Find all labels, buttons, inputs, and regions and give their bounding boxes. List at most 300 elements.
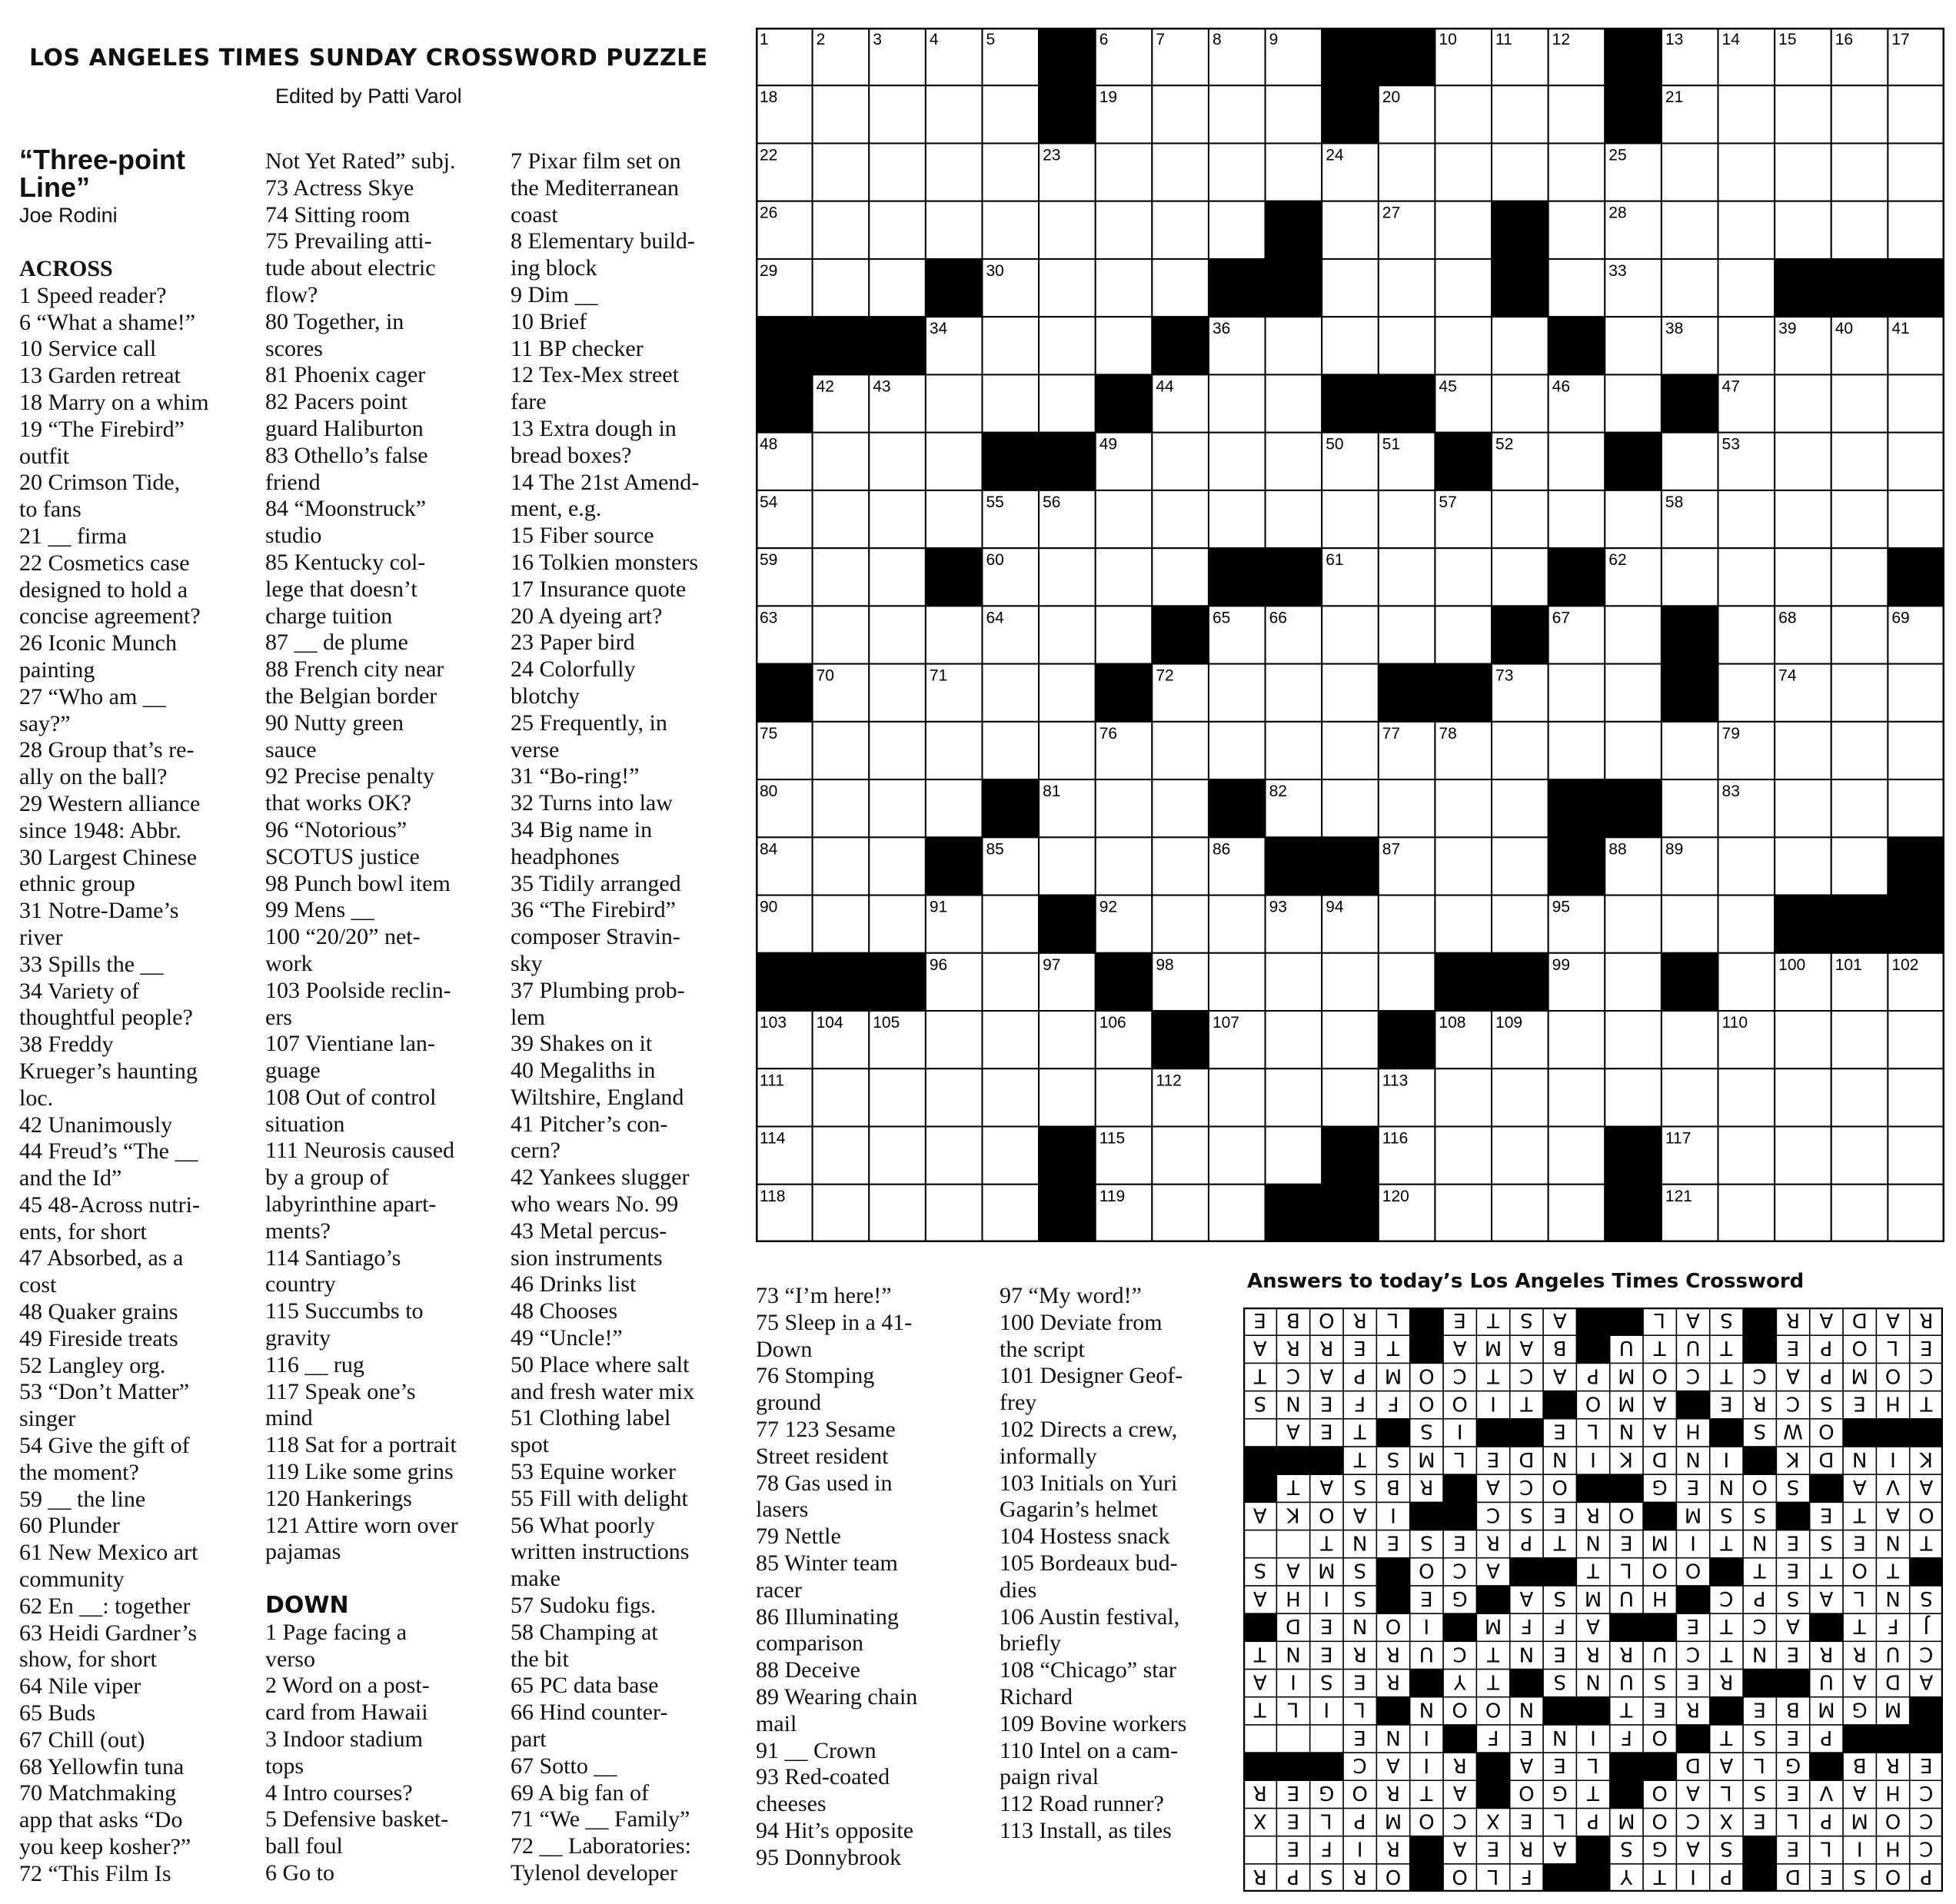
answer-letter: P xyxy=(1820,1809,1833,1833)
grid-cell[interactable] xyxy=(1266,433,1322,490)
grid-cell[interactable] xyxy=(1209,1068,1266,1126)
grid-cell[interactable] xyxy=(1039,664,1096,722)
grid-cell[interactable] xyxy=(1322,664,1379,722)
cell-number: 78 xyxy=(1439,724,1457,743)
grid-cell[interactable] xyxy=(1831,722,1888,779)
grid-cell[interactable] xyxy=(1152,1127,1209,1185)
grid-cell[interactable] xyxy=(1775,85,1831,143)
grid-cell[interactable] xyxy=(982,1011,1039,1068)
grid-cell[interactable] xyxy=(1096,201,1153,259)
grid-cell[interactable] xyxy=(1152,896,1209,953)
grid-cell[interactable] xyxy=(1266,1127,1322,1185)
grid-cell[interactable] xyxy=(1718,143,1775,201)
grid-cell[interactable] xyxy=(1718,548,1775,606)
grid-cell[interactable] xyxy=(1605,953,1662,1011)
grid-cell[interactable] xyxy=(1039,201,1096,259)
grid-cell[interactable] xyxy=(1379,953,1435,1011)
grid-cell[interactable] xyxy=(1548,143,1605,201)
answer-black-cell xyxy=(1243,1753,1276,1780)
grid-cell[interactable] xyxy=(1435,606,1492,663)
grid-cell[interactable] xyxy=(1605,317,1662,374)
answer-letter: I xyxy=(1423,1725,1430,1749)
grid-cell[interactable] xyxy=(1435,1127,1492,1185)
grid-cell[interactable] xyxy=(1152,1185,1209,1242)
answer-letter: G xyxy=(1552,1781,1568,1805)
grid-cell[interactable] xyxy=(982,143,1039,201)
grid-cell[interactable] xyxy=(1662,1011,1718,1068)
grid-cell[interactable] xyxy=(1831,374,1888,432)
grid-cell[interactable] xyxy=(1718,317,1775,374)
grid-cell[interactable] xyxy=(1209,896,1266,953)
grid-cell[interactable] xyxy=(869,606,926,663)
grid-cell[interactable] xyxy=(1888,201,1944,259)
grid-cell[interactable] xyxy=(1492,1127,1548,1185)
grid-cell[interactable] xyxy=(1379,779,1435,837)
grid-cell[interactable] xyxy=(1831,85,1888,143)
clue-line: 44 Freud’s “The __ xyxy=(19,1138,198,1165)
cell-number: 24 xyxy=(1326,146,1344,164)
answer-letter: I xyxy=(1390,1503,1396,1527)
grid-cell[interactable] xyxy=(1209,201,1266,259)
grid-cell[interactable] xyxy=(1152,85,1209,143)
grid-cell[interactable] xyxy=(1888,1127,1944,1185)
grid-cell[interactable] xyxy=(1775,837,1831,895)
grid-cell[interactable] xyxy=(1039,374,1096,432)
grid-cell[interactable] xyxy=(982,85,1039,143)
answer-black-cell xyxy=(1676,1586,1709,1613)
grid-cell[interactable] xyxy=(1322,722,1379,779)
grid-cell[interactable] xyxy=(1492,85,1548,143)
grid-cell[interactable] xyxy=(1492,896,1548,953)
grid-cell[interactable] xyxy=(869,433,926,490)
clue-line: lem xyxy=(511,1004,545,1030)
grid-cell[interactable] xyxy=(1888,143,1944,201)
grid-cell[interactable] xyxy=(1152,143,1209,201)
grid-cell[interactable] xyxy=(813,722,870,779)
grid-cell[interactable] xyxy=(813,896,870,953)
grid-cell[interactable] xyxy=(1096,143,1153,201)
grid-cell[interactable] xyxy=(813,433,870,490)
grid-cell[interactable] xyxy=(1492,317,1548,374)
grid-cell[interactable] xyxy=(1718,896,1775,953)
grid-cell[interactable] xyxy=(1209,953,1266,1011)
grid-cell[interactable] xyxy=(1435,548,1492,606)
grid-cell[interactable] xyxy=(869,1185,926,1242)
grid-cell[interactable] xyxy=(1492,490,1548,548)
grid-cell[interactable] xyxy=(1718,85,1775,143)
grid-cell[interactable] xyxy=(926,374,983,432)
grid-cell[interactable] xyxy=(1039,259,1096,317)
answer-letter: E xyxy=(1553,1503,1566,1527)
grid-cell[interactable] xyxy=(1662,548,1718,606)
grid-cell[interactable] xyxy=(869,779,926,837)
answer-letter: B xyxy=(1386,1475,1400,1499)
grid-cell[interactable] xyxy=(1096,317,1153,374)
grid-cell[interactable] xyxy=(1775,143,1831,201)
grid-cell[interactable] xyxy=(1492,548,1548,606)
grid-cell[interactable] xyxy=(1775,433,1831,490)
grid-cell[interactable] xyxy=(1718,1068,1775,1126)
grid-cell[interactable] xyxy=(1605,664,1662,722)
grid-cell[interactable] xyxy=(1322,259,1379,317)
grid-cell[interactable] xyxy=(869,143,926,201)
answer-letter: U xyxy=(1685,1336,1701,1360)
grid-cell[interactable] xyxy=(1266,85,1322,143)
grid-cell[interactable] xyxy=(1322,317,1379,374)
grid-cell[interactable] xyxy=(1831,606,1888,663)
grid-cell[interactable] xyxy=(813,85,870,143)
grid-cell[interactable] xyxy=(1605,606,1662,663)
grid-cell[interactable] xyxy=(1831,1068,1888,1126)
grid-cell[interactable] xyxy=(1322,201,1379,259)
grid-cell[interactable] xyxy=(1775,1185,1831,1242)
grid-cell[interactable] xyxy=(1435,779,1492,837)
grid-cell[interactable] xyxy=(1662,896,1718,953)
grid-cell[interactable] xyxy=(1775,201,1831,259)
grid-cell[interactable] xyxy=(1209,490,1266,548)
grid-cell[interactable] xyxy=(926,722,983,779)
grid-cell[interactable] xyxy=(1096,259,1153,317)
grid-cell[interactable] xyxy=(1379,606,1435,663)
grid-cell[interactable] xyxy=(1209,85,1266,143)
grid-cell[interactable] xyxy=(1548,433,1605,490)
grid-cell[interactable] xyxy=(1209,143,1266,201)
grid-cell[interactable] xyxy=(1548,85,1605,143)
grid-cell[interactable] xyxy=(1775,1068,1831,1126)
clue-line: ers xyxy=(265,1004,292,1030)
grid-cell[interactable] xyxy=(1435,201,1492,259)
grid-cell[interactable] xyxy=(1548,1127,1605,1185)
grid-cell[interactable] xyxy=(1831,201,1888,259)
grid-cell[interactable] xyxy=(813,201,870,259)
grid-cell[interactable] xyxy=(1831,1011,1888,1068)
grid-cell[interactable] xyxy=(1492,1068,1548,1126)
grid-cell[interactable] xyxy=(1831,433,1888,490)
grid-cell[interactable] xyxy=(926,85,983,143)
grid-cell[interactable] xyxy=(1548,490,1605,548)
grid-cell[interactable] xyxy=(1096,548,1153,606)
cell-number: 75 xyxy=(760,724,778,743)
grid-cell[interactable] xyxy=(869,259,926,317)
grid-cell[interactable] xyxy=(1039,317,1096,374)
grid-cell[interactable] xyxy=(813,837,870,895)
grid-cell[interactable] xyxy=(982,896,1039,953)
answer-letter: R xyxy=(1619,1642,1634,1666)
grid-cell[interactable] xyxy=(982,664,1039,722)
grid-cell[interactable] xyxy=(1209,1185,1266,1242)
answer-letter: E xyxy=(1486,1447,1500,1470)
clue-line: 89 Wearing chain xyxy=(756,1683,918,1710)
grid-cell[interactable] xyxy=(982,722,1039,779)
grid-cell[interactable] xyxy=(1435,1068,1492,1126)
grid-cell[interactable] xyxy=(1605,1068,1662,1126)
answer-letter: T xyxy=(1820,1558,1833,1582)
grid-black-cell xyxy=(1152,317,1209,374)
grid-cell[interactable] xyxy=(1322,953,1379,1011)
answer-black-cell xyxy=(1743,1836,1776,1864)
grid-cell[interactable] xyxy=(1775,548,1831,606)
grid-cell[interactable] xyxy=(982,953,1039,1011)
grid-cell[interactable] xyxy=(1718,201,1775,259)
grid-cell[interactable] xyxy=(1718,837,1775,895)
grid-black-cell xyxy=(1775,259,1831,317)
grid-cell[interactable] xyxy=(1548,259,1605,317)
grid-cell[interactable] xyxy=(1096,1068,1153,1126)
grid-cell[interactable] xyxy=(1492,143,1548,201)
grid-cell[interactable] xyxy=(1548,1068,1605,1126)
grid-cell[interactable] xyxy=(1266,1011,1322,1068)
grid-cell[interactable] xyxy=(1492,1185,1548,1242)
grid-cell[interactable] xyxy=(1435,85,1492,143)
grid-cell[interactable] xyxy=(1039,1068,1096,1126)
grid-cell[interactable] xyxy=(1266,490,1322,548)
grid-cell[interactable] xyxy=(1435,259,1492,317)
grid-cell[interactable] xyxy=(1096,779,1153,837)
grid-cell[interactable] xyxy=(813,1068,870,1126)
grid-black-cell xyxy=(1605,85,1662,143)
grid-cell[interactable] xyxy=(1322,606,1379,663)
grid-cell[interactable] xyxy=(1152,259,1209,317)
grid-cell[interactable] xyxy=(869,896,926,953)
grid-cell[interactable] xyxy=(1548,201,1605,259)
grid-cell[interactable] xyxy=(1492,374,1548,432)
cell-number: 22 xyxy=(760,146,778,164)
grid-cell[interactable] xyxy=(1152,837,1209,895)
grid-cell[interactable] xyxy=(1605,722,1662,779)
grid-cell[interactable] xyxy=(1775,1011,1831,1068)
answer-letter: T xyxy=(1720,1725,1733,1749)
grid-cell[interactable] xyxy=(1662,259,1718,317)
grid-cell[interactable] xyxy=(926,1127,983,1185)
grid-cell[interactable] xyxy=(1775,1127,1831,1185)
grid-cell[interactable] xyxy=(1435,896,1492,953)
grid-cell[interactable] xyxy=(1662,1068,1718,1126)
grid-cell[interactable] xyxy=(1831,779,1888,837)
grid-cell[interactable] xyxy=(1662,201,1718,259)
grid-cell[interactable] xyxy=(926,1185,983,1242)
grid-cell[interactable] xyxy=(1775,374,1831,432)
grid-cell[interactable] xyxy=(1662,722,1718,779)
grid-cell[interactable] xyxy=(982,317,1039,374)
grid-cell[interactable] xyxy=(926,606,983,663)
answer-letter: R xyxy=(1386,1836,1401,1860)
grid-cell[interactable] xyxy=(1209,722,1266,779)
answer-letter: E xyxy=(1253,1308,1266,1331)
grid-cell[interactable] xyxy=(1322,490,1379,548)
grid-cell[interactable] xyxy=(1379,259,1435,317)
grid-cell[interactable] xyxy=(1152,490,1209,548)
grid-cell[interactable] xyxy=(813,259,870,317)
grid-cell[interactable] xyxy=(1435,317,1492,374)
grid-cell[interactable] xyxy=(1775,490,1831,548)
grid-cell[interactable] xyxy=(1718,259,1775,317)
grid-cell[interactable] xyxy=(1605,1011,1662,1068)
grid-cell[interactable] xyxy=(1209,433,1266,490)
grid-cell[interactable] xyxy=(869,722,926,779)
answer-letter: D xyxy=(1818,1447,1835,1470)
grid-cell[interactable] xyxy=(1152,548,1209,606)
grid-cell[interactable] xyxy=(1379,896,1435,953)
grid-cell[interactable] xyxy=(1039,837,1096,895)
grid-cell[interactable] xyxy=(1379,490,1435,548)
grid-cell[interactable] xyxy=(1435,837,1492,895)
grid-cell[interactable] xyxy=(1888,1011,1944,1068)
grid-cell[interactable] xyxy=(1718,606,1775,663)
grid-cell[interactable] xyxy=(813,1185,870,1242)
grid-cell[interactable] xyxy=(869,201,926,259)
grid-cell[interactable] xyxy=(1209,1127,1266,1185)
grid-cell[interactable] xyxy=(926,779,983,837)
grid-cell[interactable] xyxy=(982,201,1039,259)
grid-cell[interactable] xyxy=(1605,374,1662,432)
grid-cell[interactable] xyxy=(926,490,983,548)
grid-cell[interactable] xyxy=(1888,374,1944,432)
cell-number: 67 xyxy=(1552,609,1571,627)
answer-black-cell xyxy=(1443,1474,1476,1502)
cell-number: 94 xyxy=(1326,898,1344,916)
clue-line: 29 Western alliance xyxy=(19,790,201,816)
cell-number: 1 xyxy=(760,31,769,48)
grid-cell[interactable] xyxy=(813,1127,870,1185)
grid-cell[interactable] xyxy=(1266,374,1322,432)
grid-cell[interactable] xyxy=(869,548,926,606)
grid-cell[interactable] xyxy=(1435,143,1492,201)
grid-cell[interactable] xyxy=(1548,1011,1605,1068)
grid-cell[interactable] xyxy=(1605,896,1662,953)
grid-cell[interactable] xyxy=(1152,722,1209,779)
grid-cell[interactable] xyxy=(926,1068,983,1126)
answer-black-cell xyxy=(1643,1502,1676,1530)
grid-cell[interactable] xyxy=(926,433,983,490)
grid-cell[interactable] xyxy=(1718,490,1775,548)
grid-cell[interactable] xyxy=(1775,722,1831,779)
grid-cell[interactable] xyxy=(1322,1011,1379,1068)
grid-cell[interactable] xyxy=(869,837,926,895)
grid-cell[interactable] xyxy=(1831,664,1888,722)
grid-cell[interactable] xyxy=(813,143,870,201)
answer-cell xyxy=(1243,1530,1276,1558)
grid-cell[interactable] xyxy=(1718,664,1775,722)
grid-cell[interactable] xyxy=(982,1127,1039,1185)
grid-cell[interactable] xyxy=(1096,490,1153,548)
grid-cell[interactable] xyxy=(982,1185,1039,1242)
grid-cell[interactable] xyxy=(869,85,926,143)
grid-cell[interactable] xyxy=(1888,85,1944,143)
grid-cell[interactable] xyxy=(1209,664,1266,722)
grid-cell[interactable] xyxy=(1096,837,1153,895)
grid-cell[interactable] xyxy=(1435,1185,1492,1242)
grid-cell[interactable] xyxy=(1888,722,1944,779)
grid-cell[interactable] xyxy=(1888,664,1944,722)
grid-cell[interactable] xyxy=(926,143,983,201)
grid-cell[interactable] xyxy=(1039,722,1096,779)
grid-cell[interactable] xyxy=(1605,490,1662,548)
grid-cell[interactable] xyxy=(1266,1068,1322,1126)
grid-cell[interactable] xyxy=(1548,1185,1605,1242)
grid-cell[interactable] xyxy=(1888,1068,1944,1126)
grid-cell[interactable] xyxy=(1831,490,1888,548)
clue-line: 111 Neurosis caused xyxy=(265,1138,455,1164)
grid-cell[interactable] xyxy=(1039,606,1096,663)
grid-cell[interactable] xyxy=(1831,1185,1888,1242)
grid-cell[interactable] xyxy=(982,1068,1039,1126)
grid-cell[interactable] xyxy=(1831,143,1888,201)
answer-letter: E xyxy=(1753,1809,1766,1833)
page-title: LOS ANGELES TIMES SUNDAY CROSSWORD PUZZLE xyxy=(29,45,708,71)
answer-letter: E xyxy=(1920,1753,1933,1777)
grid-cell[interactable] xyxy=(1548,722,1605,779)
grid-cell[interactable] xyxy=(813,548,870,606)
grid-cell[interactable] xyxy=(1266,143,1322,201)
grid-cell[interactable] xyxy=(1831,548,1888,606)
grid-cell[interactable] xyxy=(1492,779,1548,837)
grid-cell[interactable] xyxy=(982,374,1039,432)
grid-cell[interactable] xyxy=(869,490,926,548)
grid-cell[interactable] xyxy=(926,201,983,259)
grid-cell[interactable] xyxy=(1888,779,1944,837)
grid-cell[interactable] xyxy=(1266,953,1322,1011)
grid-cell[interactable] xyxy=(1039,548,1096,606)
grid-cell[interactable] xyxy=(869,1127,926,1185)
cell-number: 36 xyxy=(1212,320,1231,338)
grid-cell[interactable] xyxy=(1209,374,1266,432)
grid-cell[interactable] xyxy=(1775,779,1831,837)
grid-cell[interactable] xyxy=(1152,779,1209,837)
grid-cell[interactable] xyxy=(1718,1185,1775,1242)
grid-black-cell xyxy=(756,664,813,722)
grid-cell[interactable] xyxy=(813,490,870,548)
grid-cell[interactable] xyxy=(1888,1185,1944,1242)
answer-letter: G xyxy=(1652,1475,1668,1499)
answer-letter: F xyxy=(1354,1391,1366,1415)
grid-cell[interactable] xyxy=(1718,1127,1775,1185)
grid-cell[interactable] xyxy=(1888,490,1944,548)
cell-number: 44 xyxy=(1156,377,1174,396)
grid-cell[interactable] xyxy=(1718,953,1775,1011)
grid-cell[interactable] xyxy=(1662,433,1718,490)
grid-cell[interactable] xyxy=(1322,779,1379,837)
answer-letter: F xyxy=(1520,1864,1532,1888)
grid-cell[interactable] xyxy=(1322,1068,1379,1126)
grid-cell[interactable] xyxy=(1379,317,1435,374)
grid-cell[interactable] xyxy=(1096,606,1153,663)
grid-cell[interactable] xyxy=(1266,317,1322,374)
grid-cell[interactable] xyxy=(1492,722,1548,779)
grid-cell[interactable] xyxy=(869,664,926,722)
grid-cell[interactable] xyxy=(869,1068,926,1126)
grid-cell[interactable] xyxy=(813,779,870,837)
grid-cell[interactable] xyxy=(1888,433,1944,490)
grid-cell[interactable] xyxy=(1662,143,1718,201)
grid-cell[interactable] xyxy=(1266,664,1322,722)
grid-cell[interactable] xyxy=(1831,837,1888,895)
answer-letter: A xyxy=(1552,1364,1567,1387)
grid-cell[interactable] xyxy=(1039,1011,1096,1068)
grid-cell[interactable] xyxy=(1379,548,1435,606)
grid-cell[interactable] xyxy=(1152,201,1209,259)
grid-cell[interactable] xyxy=(1152,433,1209,490)
clue-line: 50 Place where salt xyxy=(511,1351,690,1377)
grid-cell[interactable] xyxy=(1379,143,1435,201)
grid-cell[interactable] xyxy=(1266,722,1322,779)
grid-cell[interactable] xyxy=(1831,1127,1888,1185)
grid-cell[interactable] xyxy=(1548,664,1605,722)
grid-cell[interactable] xyxy=(926,1011,983,1068)
grid-cell[interactable] xyxy=(1662,779,1718,837)
grid-cell[interactable] xyxy=(813,606,870,663)
answer-letter: A xyxy=(1919,1475,1934,1499)
grid-cell[interactable] xyxy=(1492,837,1548,895)
